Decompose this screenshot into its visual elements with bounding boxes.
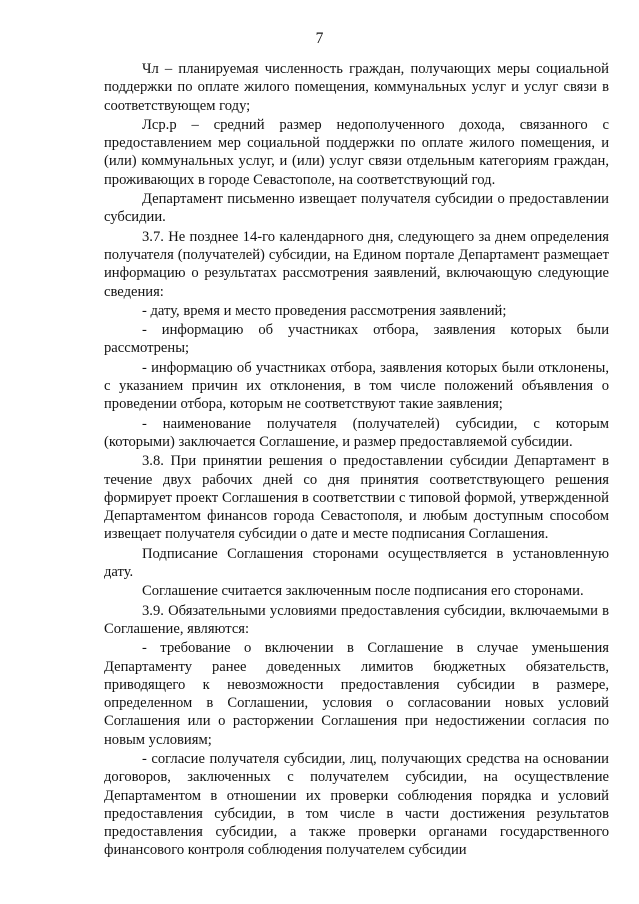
paragraph-3-9: 3.9. Обязательными условиями предоставления субсидии, включаемыми в Соглашение, являются: [104, 602, 609, 637]
paragraph-3-7: 3.7. Не позднее 14-го календарного дня, следующего за днем определения получателя (получателей) субсидии, на Едином портале Департамент размещает информацию о результатах рассмотрения заявлений, включающую следующие сведения: [104, 228, 609, 300]
paragraph-notification: Департамент письменно извещает получателя субсидии о предоставлении субсидии. [104, 191, 609, 226]
paragraph-3-8: 3.8. При принятии решения о предоставлении субсидии Департамент в течение двух рабочих дней со дня принятия соответствующего решения формирует проект Соглашения в соответствии с типовой формой, утвержденной Департаментом финансов города Севастополя, и любым доступным способом извещает получателя субсидии о дате и месте подписания Соглашения. [104, 453, 609, 543]
paragraph-signing-date: Подписание Соглашения сторонами осуществляется в установленную дату. [104, 545, 609, 581]
list-item-consent-to-audit: - согласие получателя субсидии, лиц, получающих средства на основании договоров, заключенных с получателем субсидии, на осуществление Департаментом в отношении их проверки соблюдения порядка и условий предоставления субсидии, в том числе в части достижения результатов предоставления субсидии, а также проверки органами государственного финансового контроля соблюдения получателем субсидии [104, 750, 609, 859]
paragraph-chl-definition: Чл – планируемая численность граждан, получающих меры социальной поддержки по оплате жилого помещения, коммунальных услуг и услуг связи в соответствующем году; [104, 61, 609, 114]
page-number: 7 [315, 30, 324, 47]
list-item-limits-reduction: - требование о включении в Соглашение в случае уменьшения Департаменту ранее доведенных лимитов бюджетных обязательств, приводящего к невозможности предоставления субсидии в размере, определенном в Соглашении, условия о согласовании новых условий Соглашения или о расторжении Соглашения при недостижении согласия по новым условиям; [104, 640, 609, 748]
list-item-recipient-name: - наименование получателя (получателей) субсидии, с которым (которыми) заключается Соглашение, и размер предоставляемой субсидии. [104, 415, 609, 450]
list-item-rejected-participants: - информацию об участниках отбора, заявления которых были отклонены, с указанием причин их отклонения, в том числе положений объявления о проведении отбора, которым не соответствуют такие заявления; [104, 359, 609, 413]
list-item-considered-participants: - информацию об участниках отбора, заявления которых были рассмотрены; [104, 322, 609, 357]
document-body [104, 60, 609, 860]
paragraph-lsrr-definition: Лср.р – средний размер недополученного дохода, связанного с предоставлением мер социальной поддержки по оплате жилого помещения, и (или) коммунальных услуг, и (или) услуг связи отдельным категориям граждан, проживающих в городе Севастополе, на соответствующий год. [104, 116, 609, 188]
paragraph-agreement-concluded: Соглашение считается заключенным после подписания его сторонами. [142, 583, 584, 600]
list-item-date-time-place: - дату, время и место проведения рассмотрения заявлений; [142, 302, 507, 319]
